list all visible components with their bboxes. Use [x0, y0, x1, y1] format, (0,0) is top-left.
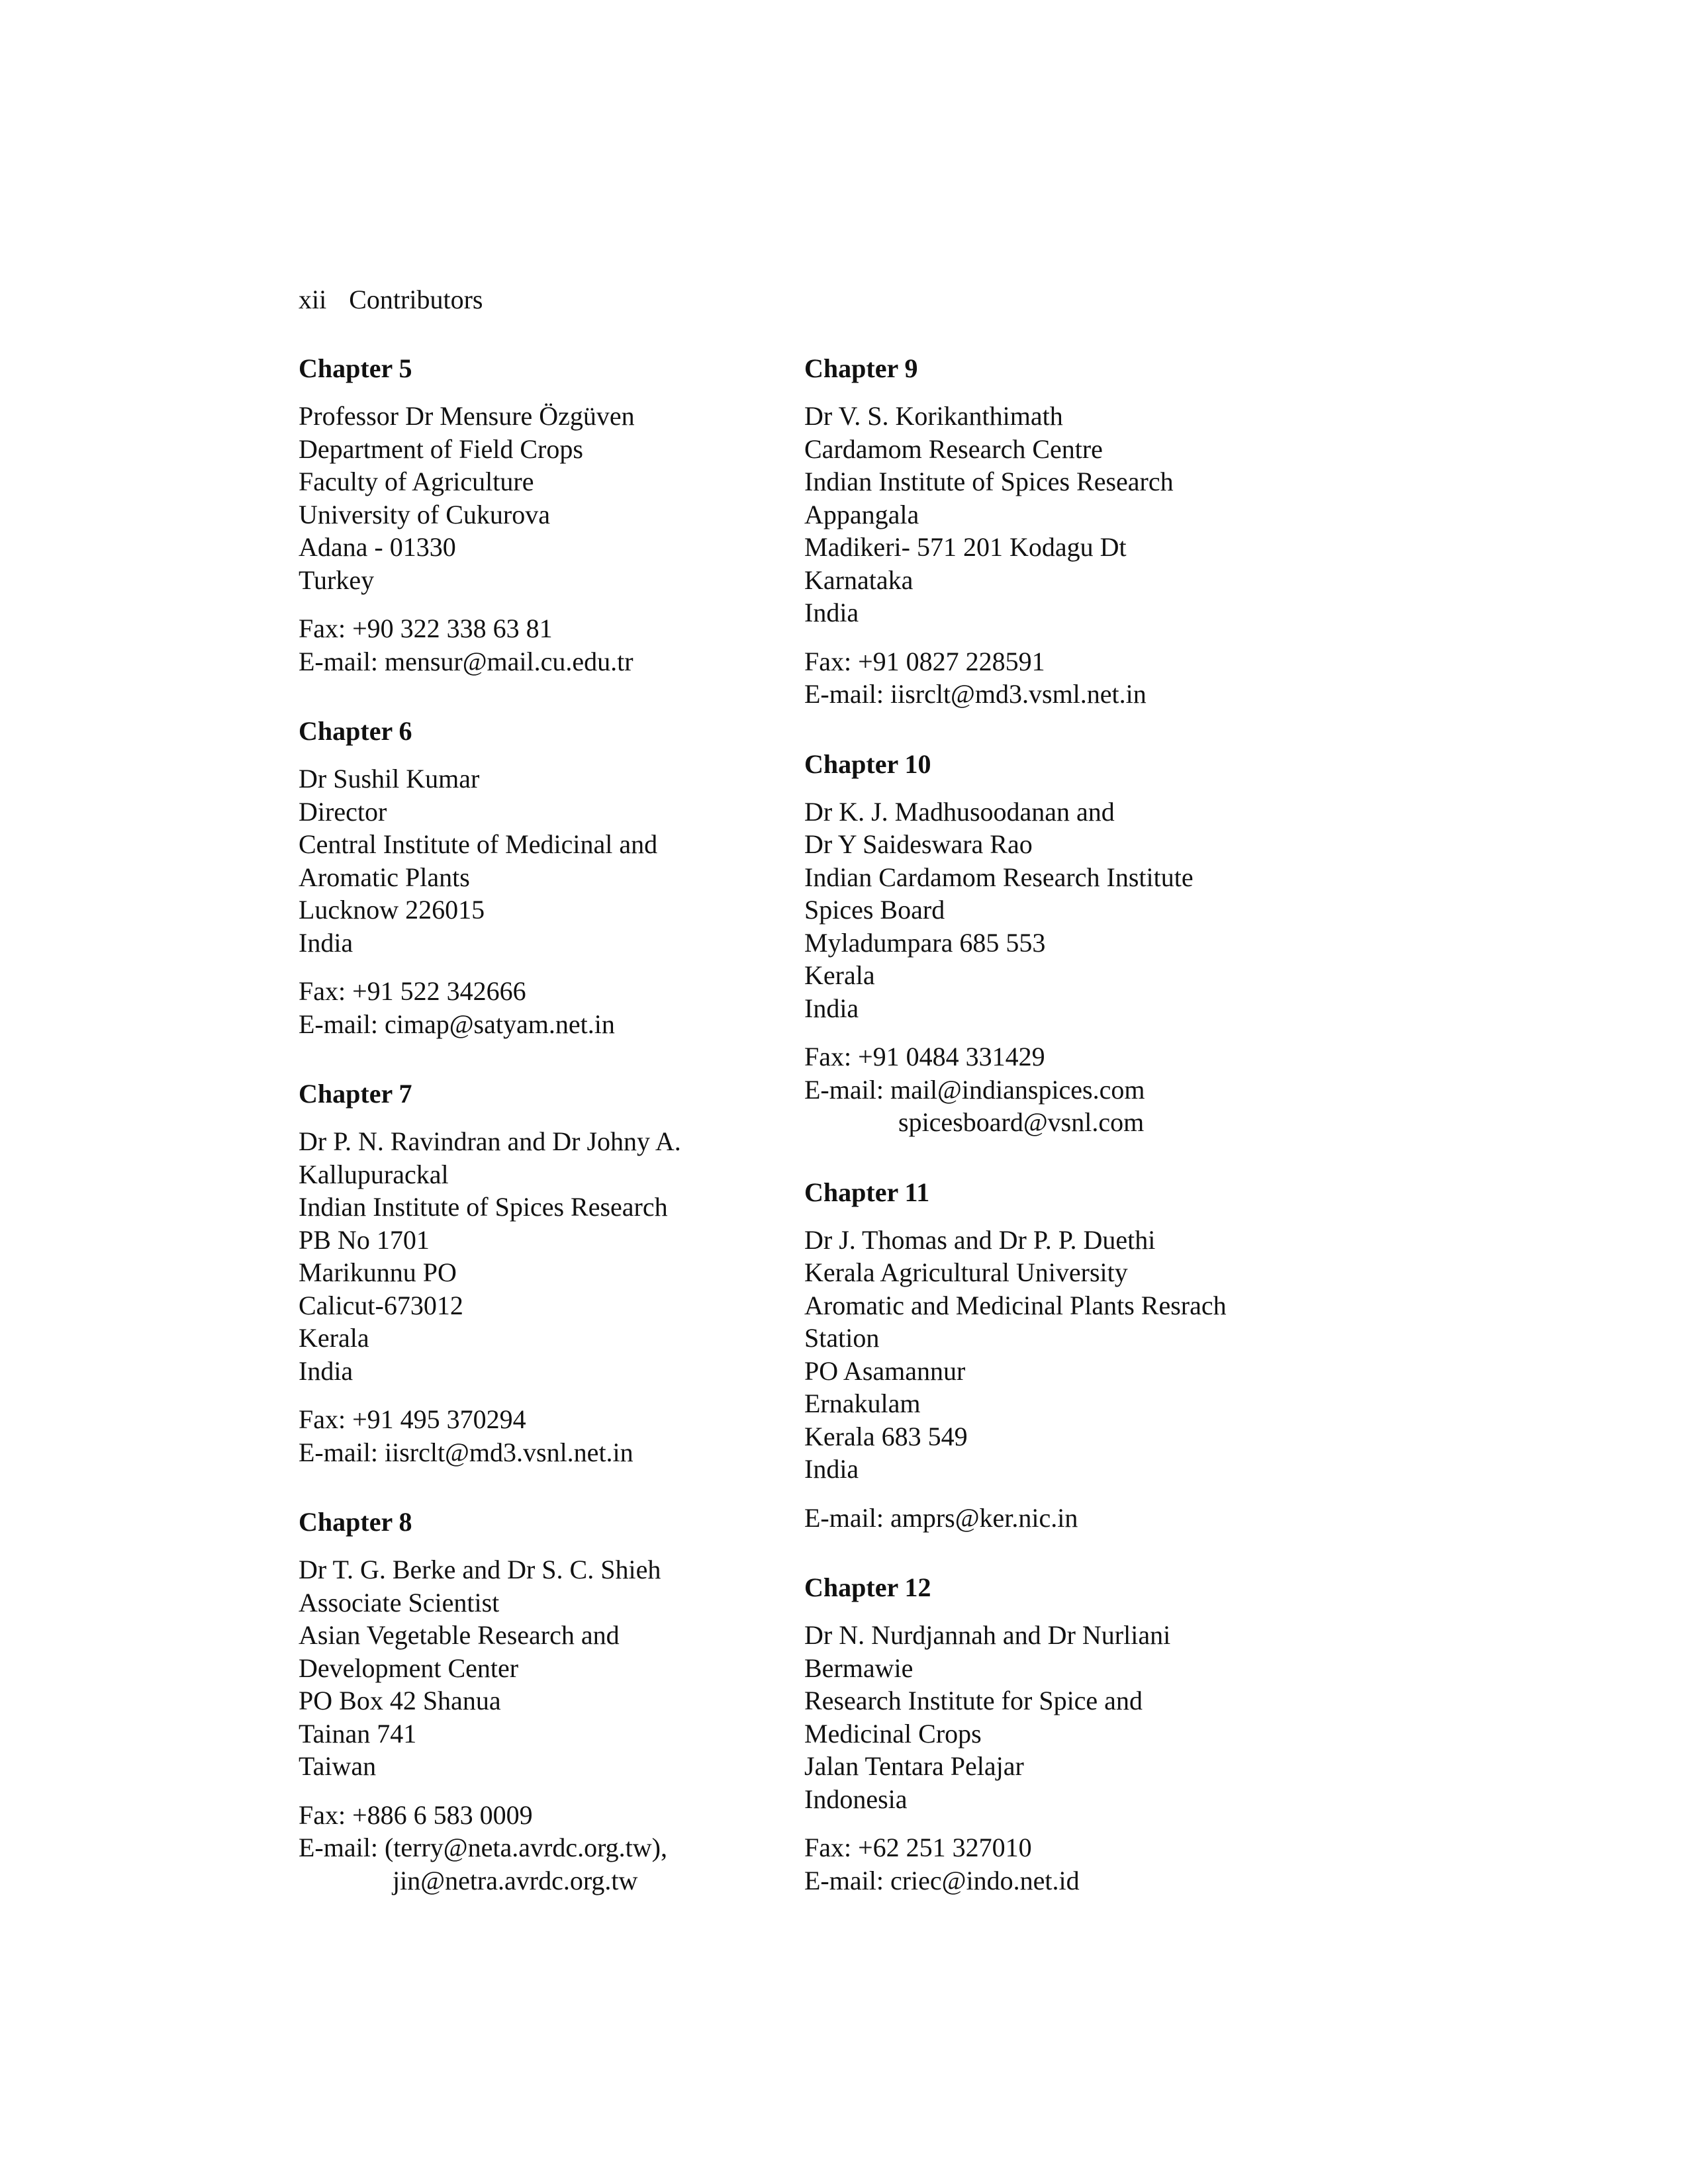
- address-line: Jalan Tentara Pelajar: [804, 1751, 1024, 1781]
- contributor-entry-chapter-5: [299, 352, 828, 678]
- address-line: University of Cukurova: [299, 499, 550, 529]
- email-line: E-mail: mail@indianspices.com: [804, 1074, 1145, 1105]
- contributor-entry-chapter-8: [299, 1506, 828, 1897]
- contact-block: [804, 1831, 1334, 1897]
- contact-block: [804, 1040, 1334, 1139]
- address-line: Indonesia: [804, 1784, 908, 1814]
- address-line: Dr V. S. Korikanthimath: [804, 401, 1063, 431]
- address-line: Kerala 683 549: [804, 1421, 968, 1451]
- address-block: [804, 400, 1334, 629]
- address-block: [804, 1619, 1334, 1815]
- address-line: India: [299, 1355, 353, 1386]
- address-line: Dr K. J. Madhusoodanan and: [804, 796, 1115, 827]
- contributor-entry-chapter-9: [804, 352, 1334, 711]
- address-line: PO Box 42 Shanua: [299, 1686, 501, 1715]
- email-line: E-mail: mensur@mail.cu.edu.tr: [299, 646, 633, 676]
- chapter-heading: Chapter 6: [299, 716, 412, 746]
- chapter-heading: Chapter 5: [299, 353, 412, 383]
- address-line: Bermawie: [804, 1653, 914, 1683]
- chapter-heading: Chapter 9: [804, 353, 918, 383]
- address-line: Medicinal Crops: [804, 1718, 982, 1749]
- page-number: xii: [299, 285, 327, 314]
- address-line: Aromatic Plants: [299, 862, 470, 892]
- address-block: [299, 1553, 828, 1783]
- fax-line: Fax: +90 322 338 63 81: [299, 614, 553, 643]
- contact-block: [299, 612, 828, 678]
- address-block: [299, 762, 828, 959]
- address-line: Ernakulam: [804, 1388, 921, 1418]
- address-line: Kerala: [804, 960, 875, 990]
- address-line: Station: [804, 1323, 880, 1353]
- address-line: Professor Dr Mensure Özgüven: [299, 401, 635, 431]
- address-line: Taiwan: [299, 1751, 377, 1781]
- address-line: Dr N. Nurdjannah and Dr Nurliani: [804, 1620, 1171, 1650]
- address-line: Research Institute for Spice and: [804, 1686, 1143, 1715]
- address-line: Director: [299, 796, 387, 827]
- contact-block: [299, 1799, 828, 1897]
- address-line: India: [804, 1454, 859, 1484]
- address-line: Turkey: [299, 565, 375, 595]
- address-line: Associate Scientist: [299, 1587, 500, 1617]
- fax-line: Fax: +886 6 583 0009: [299, 1799, 533, 1830]
- right-column: [804, 352, 1334, 1934]
- email-continuation-line: spicesboard@vsnl.com: [898, 1107, 1145, 1137]
- address-line: Kallupurackal: [299, 1159, 449, 1189]
- address-line: Dr T. G. Berke and Dr S. C. Shieh: [299, 1555, 661, 1584]
- contributor-entry-chapter-10: [804, 748, 1334, 1139]
- address-line: India: [804, 993, 859, 1023]
- address-line: Department of Field Crops: [299, 433, 583, 464]
- contact-block: [804, 1502, 1334, 1535]
- fax-line: Fax: +91 0484 331429: [804, 1042, 1045, 1071]
- address-line: India: [299, 927, 353, 958]
- address-block: [804, 796, 1334, 1025]
- address-line: Faculty of Agriculture: [299, 467, 534, 496]
- address-line: Appangala: [804, 499, 919, 529]
- address-line: Kerala: [299, 1323, 369, 1353]
- fax-line: Fax: +91 522 342666: [299, 976, 526, 1006]
- address-line: Dr Y Saideswara Rao: [804, 829, 1033, 859]
- address-line: Dr P. N. Ravindran and Dr Johny A.: [299, 1126, 681, 1156]
- fax-line: Fax: +62 251 327010: [804, 1833, 1032, 1862]
- email-continuation-line: jin@netra.avrdc.org.tw: [393, 1865, 638, 1895]
- email-line: E-mail: (terry@neta.avrdc.org.tw),: [299, 1833, 667, 1862]
- email-line: E-mail: amprs@ker.nic.in: [804, 1502, 1078, 1533]
- address-block: [804, 1224, 1334, 1486]
- address-line: Spices Board: [804, 895, 945, 925]
- contributor-entry-chapter-6: [299, 715, 828, 1040]
- fax-line: Fax: +91 0827 228591: [804, 646, 1045, 676]
- chapter-heading: Chapter 10: [804, 749, 931, 779]
- contributor-entry-chapter-11: [804, 1176, 1334, 1535]
- address-line: India: [804, 598, 859, 627]
- address-line: Indian Institute of Spices Research: [299, 1192, 668, 1222]
- running-head: [299, 283, 483, 316]
- contact-block: [299, 1403, 828, 1469]
- address-line: Development Center: [299, 1653, 519, 1683]
- address-line: Aromatic and Medicinal Plants Resrach: [804, 1290, 1227, 1320]
- chapter-heading: Chapter 8: [299, 1507, 412, 1537]
- address-line: Dr Sushil Kumar: [299, 764, 480, 794]
- address-line: Adana - 01330: [299, 532, 456, 562]
- address-block: [299, 400, 828, 596]
- address-line: Asian Vegetable Research and: [299, 1620, 620, 1650]
- address-line: Dr J. Thomas and Dr P. P. Duethi: [804, 1224, 1156, 1255]
- address-line: PO Asamannur: [804, 1355, 966, 1386]
- fax-line: Fax: +91 495 370294: [299, 1404, 526, 1434]
- address-line: Myladumpara 685 553: [804, 927, 1046, 958]
- address-line: Tainan 741: [299, 1718, 417, 1749]
- running-head-title: Contributors: [349, 285, 483, 314]
- email-line: E-mail: iisrclt@md3.vsnl.net.in: [299, 1437, 633, 1467]
- address-line: Cardamom Research Centre: [804, 433, 1103, 464]
- chapter-heading: Chapter 7: [299, 1079, 412, 1109]
- contact-block: [299, 975, 828, 1040]
- address-line: Madikeri- 571 201 Kodagu Dt: [804, 532, 1127, 562]
- contact-block: [804, 645, 1334, 711]
- address-line: Indian Institute of Spices Research: [804, 467, 1174, 496]
- address-line: Marikunnu PO: [299, 1257, 457, 1287]
- email-line: E-mail: criec@indo.net.id: [804, 1865, 1080, 1895]
- contributor-entry-chapter-7: [299, 1077, 828, 1469]
- address-line: Karnataka: [804, 565, 914, 595]
- address-line: Indian Cardamom Research Institute: [804, 862, 1194, 892]
- address-block: [299, 1125, 828, 1387]
- left-column: [299, 352, 828, 1934]
- address-line: Lucknow 226015: [299, 895, 485, 925]
- address-line: PB No 1701: [299, 1224, 430, 1255]
- email-line: E-mail: cimap@satyam.net.in: [299, 1009, 615, 1039]
- email-line: E-mail: iisrclt@md3.vsml.net.in: [804, 679, 1147, 709]
- address-line: Central Institute of Medicinal and: [299, 829, 658, 859]
- chapter-heading: Chapter 12: [804, 1572, 931, 1602]
- contributor-entry-chapter-12: [804, 1571, 1334, 1897]
- address-line: Kerala Agricultural University: [804, 1257, 1128, 1287]
- chapter-heading: Chapter 11: [804, 1177, 930, 1207]
- address-line: Calicut-673012: [299, 1290, 463, 1320]
